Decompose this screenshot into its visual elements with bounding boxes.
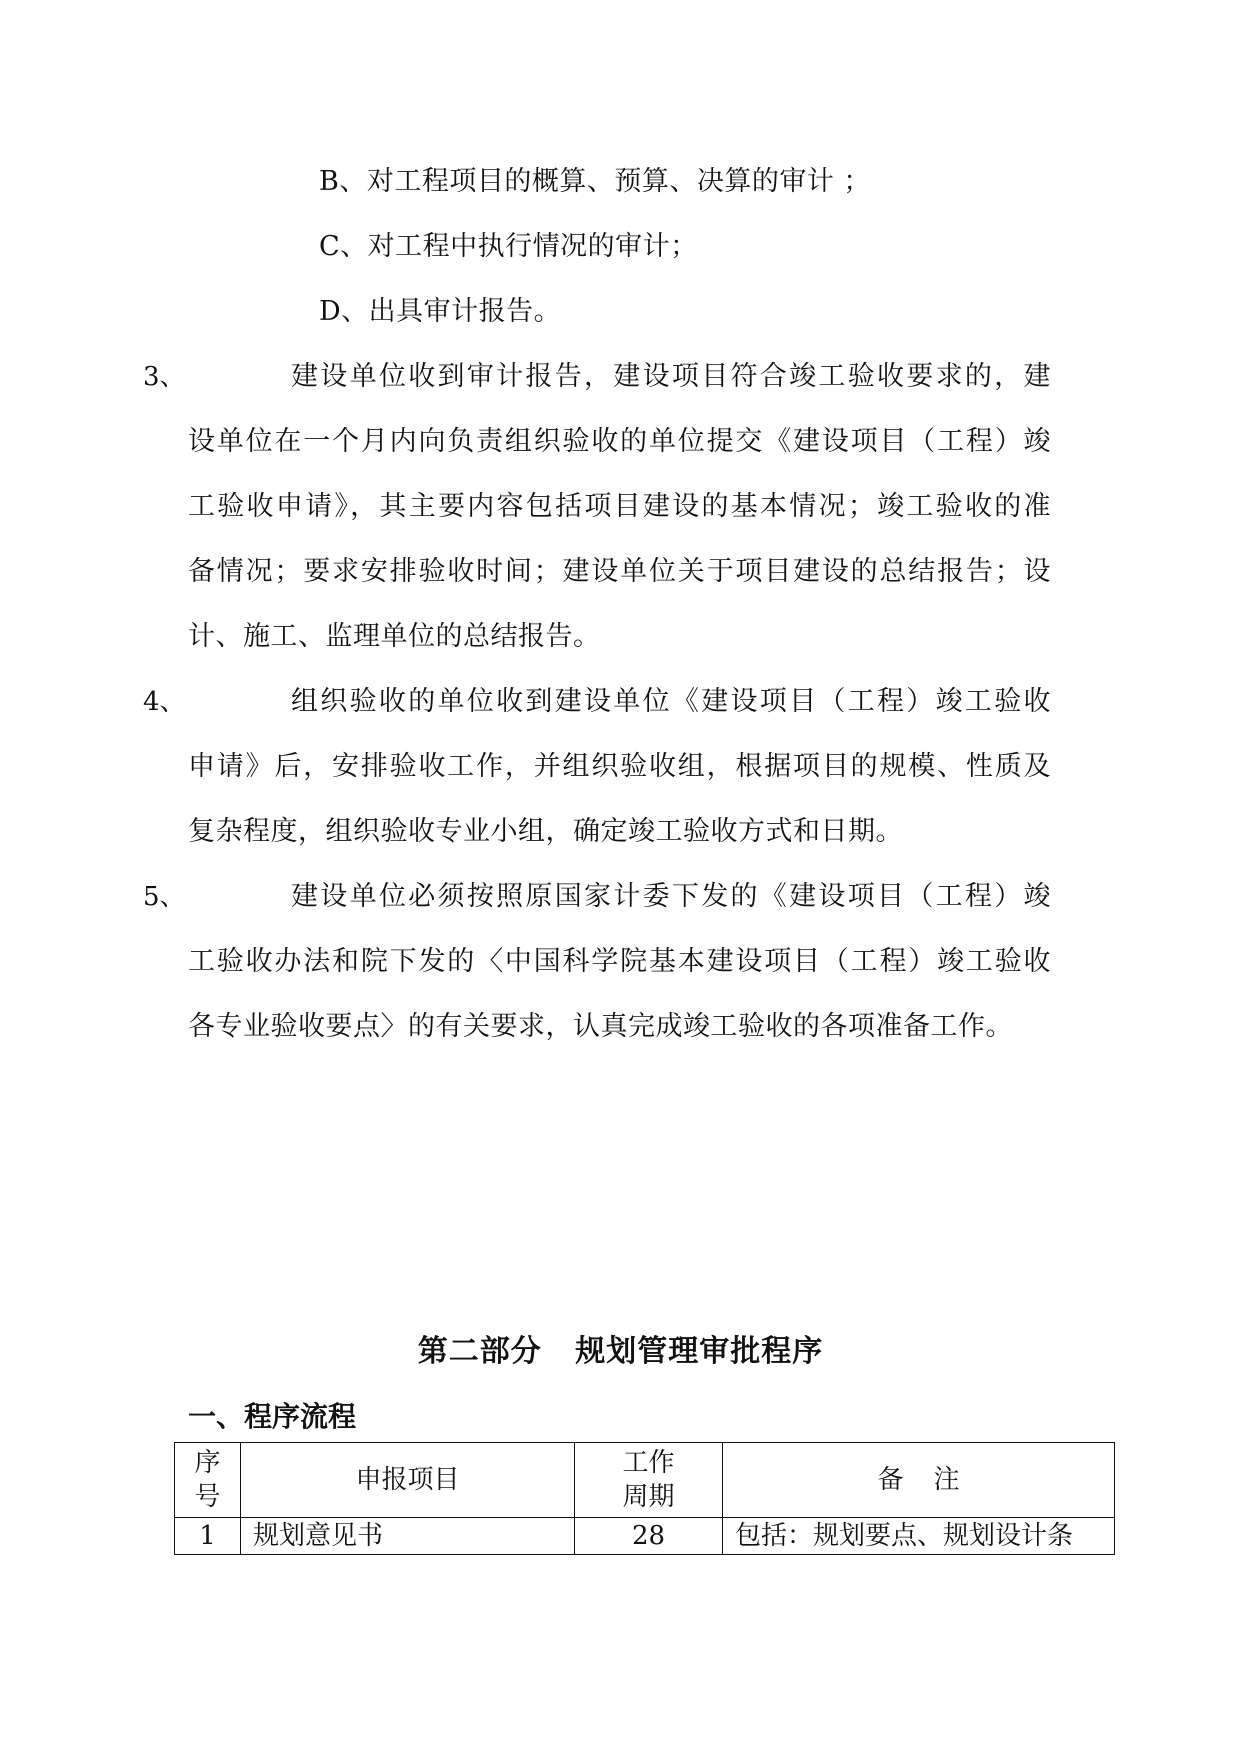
section-title: 第二部分 规划管理审批程序 [417, 1334, 824, 1369]
header-cycle-line-1: 工作 [622, 1448, 675, 1478]
header-cycle [575, 1443, 723, 1518]
row-1-item: 规划意见书 [241, 1518, 575, 1555]
sub-item-c: C、对工程中执行情况的审计； [319, 231, 698, 262]
item-4-line-1: 组织验收的单位收到建设单位《建设项目（工程）竣工验收 [291, 686, 1051, 717]
sub-heading: 一、程序流程 [188, 1400, 357, 1433]
item-5-line-1: 建设单位必须按照原国家计委下发的《建设项目（工程）竣 [291, 881, 1051, 912]
header-seq-line-1: 序 [194, 1448, 221, 1478]
row-1-seq: 1 [175, 1518, 241, 1555]
row-1-cycle: 28 [575, 1518, 723, 1555]
item-5-line-2: 工验收办法和院下发的〈中国科学院基本建设项目（工程）竣工验收 [188, 946, 1051, 977]
item-3-line-5: 计、施工、监理单位的总结报告。 [188, 621, 601, 652]
row-1-remark: 包括：规划要点、规划设计条 [723, 1518, 1115, 1555]
item-5-number: 5、 [143, 882, 186, 912]
item-3-line-2: 设单位在一个月内向负责组织验收的单位提交《建设项目（工程）竣 [188, 426, 1051, 457]
header-seq [175, 1443, 241, 1518]
procedure-table [174, 1442, 1115, 1555]
item-3-line-1: 建设单位收到审计报告，建设项目符合竣工验收要求的，建 [291, 361, 1051, 392]
item-3-number: 3、 [143, 362, 186, 392]
table-row [175, 1518, 1115, 1555]
item-4-line-2: 申请》后，安排验收工作，并组织验收组，根据项目的规模、性质及 [188, 751, 1051, 782]
item-3-line-3: 工验收申请》，其主要内容包括项目建设的基本情况；竣工验收的准 [188, 491, 1051, 522]
header-item: 申报项目 [241, 1443, 575, 1518]
item-4-number: 4、 [143, 687, 186, 717]
header-remark: 备注 [723, 1443, 1115, 1518]
table-header-row [175, 1443, 1115, 1518]
item-3-line-4: 备情况；要求安排验收时间；建设单位关于项目建设的总结报告；设 [188, 556, 1051, 587]
header-seq-line-2: 号 [194, 1482, 221, 1512]
sub-item-b: B、对工程项目的概算、预算、决算的审计 ； [319, 166, 871, 197]
header-cycle-line-2: 周期 [622, 1482, 675, 1512]
item-4-line-3: 复杂程度，组织验收专业小组，确定竣工验收方式和日期。 [188, 816, 903, 847]
item-5-line-3: 各专业验收要点〉的有关要求，认真完成竣工验收的各项准备工作。 [188, 1011, 1013, 1042]
sub-item-d: D、出具审计报告。 [319, 296, 562, 327]
